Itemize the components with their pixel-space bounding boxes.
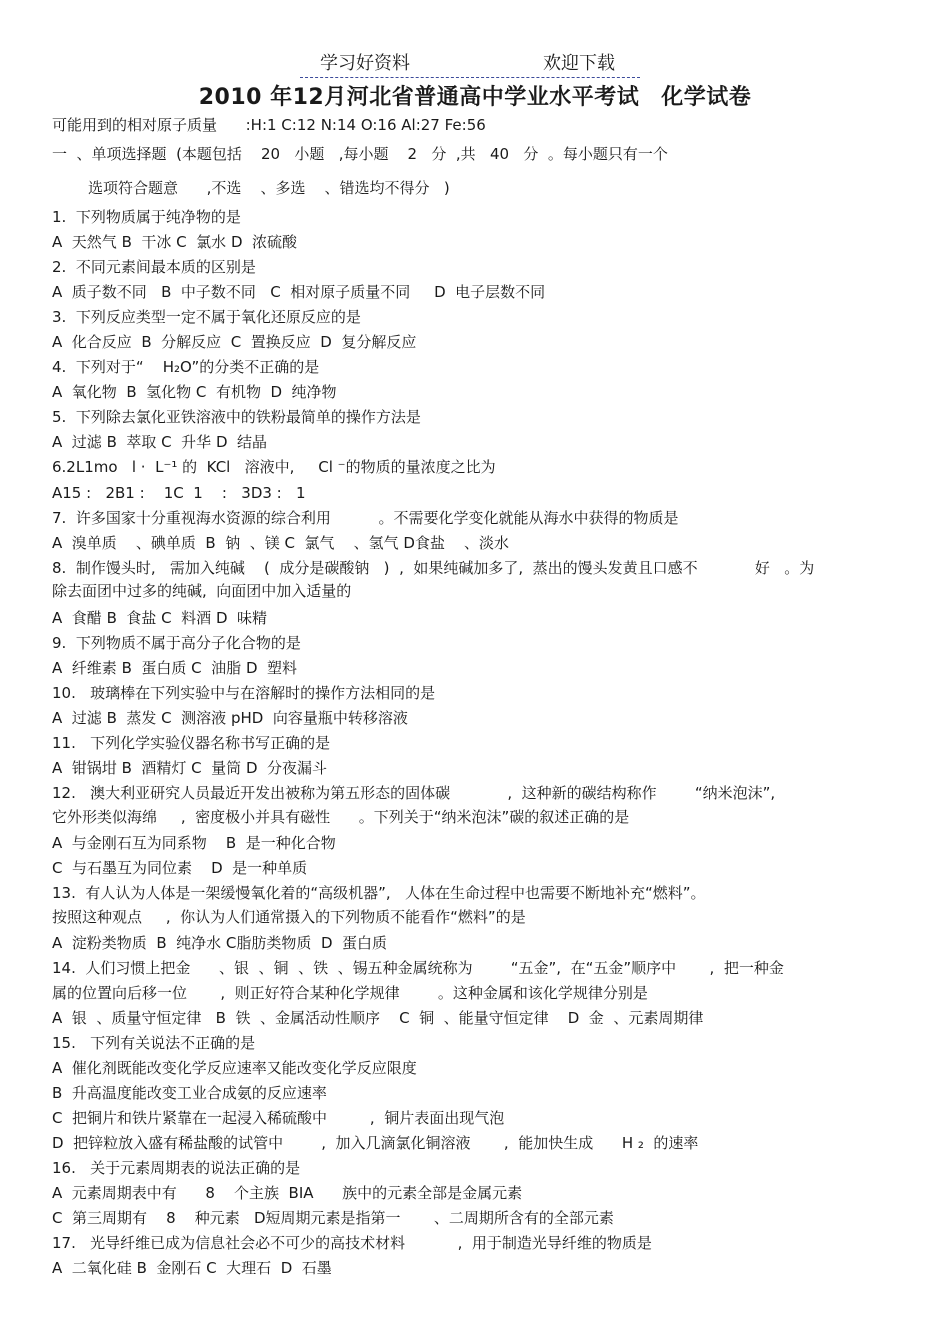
- question-15-option-c: C 把铜片和铁片紧靠在一起浸入稀硫酸中 , 铜片表面出现气泡: [52, 1109, 505, 1127]
- question-8-cont: 除去面团中过多的纯碱, 向面团中加入适量的: [52, 582, 352, 600]
- question-12-options-ab: A 与金刚石互为同系物 B 是一种化合物: [52, 834, 336, 852]
- question-15-option-b: B 升高温度能改变工业合成氨的反应速率: [52, 1084, 327, 1102]
- section-heading: 一 、单项选择题 (本题包括 20 小题 ,每小题 2 分 ,共 40 分 。每小题只有一个: [52, 145, 668, 163]
- question-3: 3. 下列反应类型一定不属于氧化还原反应的是: [52, 308, 361, 326]
- exam-title-subject: 化学试卷: [661, 85, 752, 110]
- question-1-options: A 天然气 B 干冰 C 氯水 D 浓硫酸: [52, 233, 298, 251]
- question-13: 13. 有人认为人体是一架缓慢氧化着的“高级机器”, 人体在生命过程中也需要不断地补充“燃料”。: [52, 884, 706, 902]
- exam-title: [0, 80, 950, 111]
- question-6-options: A15 : 2B1 : 1C 1 : 3D3 : 1: [52, 484, 306, 502]
- page-header: [300, 49, 640, 78]
- question-7-options: A 溴单质 、碘单质 B 钠 、镁 C 氯气 、氢气 D食盐 、淡水: [52, 534, 510, 552]
- question-16-options-ab: A 元素周期表中有 8 个主族 BIA 族中的元素全部是金属元素: [52, 1184, 523, 1202]
- question-10-options: A 过滤 B 蒸发 C 测溶液 pHD 向容量瓶中转移溶液: [52, 709, 408, 727]
- question-14-cont: 属的位置向后移一位 , 则正好符合某种化学规律 。这种金属和该化学规律分别是: [52, 984, 648, 1002]
- question-3-options: A 化合反应 B 分解反应 C 置换反应 D 复分解反应: [52, 333, 417, 351]
- question-12-cont: 它外形类似海绵 , 密度极小并具有磁性 。下列关于“纳米泡沫”碳的叙述正确的是: [52, 808, 630, 826]
- question-15-option-d: D 把锌粒放入盛有稀盐酸的试管中 , 加入几滴氯化铜溶液 , 能加快生成 H ₂ 的速率: [52, 1134, 699, 1152]
- question-5: 5. 下列除去氯化亚铁溶液中的铁粉最简单的操作方法是: [52, 408, 421, 426]
- header-right-text: 欢迎下载: [543, 53, 615, 74]
- question-15-option-a: A 催化剂既能改变化学反应速率又能改变化学反应限度: [52, 1059, 417, 1077]
- question-11-options: A 钳锅坩 B 酒精灯 C 量筒 D 分夜漏斗: [52, 759, 328, 777]
- question-8-options: A 食醋 B 食盐 C 料酒 D 味精: [52, 609, 268, 627]
- question-15: 15. 下列有关说法不正确的是: [52, 1034, 256, 1052]
- question-17-options: A 二氧化硅 B 金刚石 C 大理石 D 石墨: [52, 1259, 332, 1277]
- question-16: 16. 关于元素周期表的说法正确的是: [52, 1159, 301, 1177]
- question-1: 1. 下列物质属于纯净物的是: [52, 208, 241, 226]
- question-14-options: A 银 、质量守恒定律 B 铁 、金属活动性顺序 C 铜 、能量守恒定律 D 金 、元素周期律: [52, 1009, 704, 1027]
- question-11: 11. 下列化学实验仪器名称书写正确的是: [52, 734, 331, 752]
- question-12-options-cd: C 与石墨互为同位素 D 是一种单质: [52, 859, 308, 877]
- question-6: 6.2L1mo l · L⁻¹ 的 KCl 溶液中, Cl ⁻的物质的量浓度之比为: [52, 458, 496, 476]
- question-12: 12. 澳大利亚研究人员最近开发出被称为第五形态的固体碳 , 这种新的碳结构称作 “纳米泡沫”,: [52, 784, 776, 802]
- question-8: 8. 制作馒头时, 需加入纯碱 ( 成分是碳酸钠 ) , 如果纯碱加多了, 蒸出的馒头发黄且口感不 好 。为: [52, 559, 815, 577]
- question-2-options: A 质子数不同 B 中子数不同 C 相对原子质量不同 D 电子层数不同: [52, 283, 546, 301]
- question-4-options: A 氧化物 B 氢化物 C 有机物 D 纯净物: [52, 383, 337, 401]
- section-heading-cont: 选项符合题意 ,不选 、多选 、错选均不得分 ): [88, 179, 450, 197]
- exam-title-main: 2010 年12月河北省普通高中学业水平考试: [198, 85, 640, 110]
- question-14: 14. 人们习惯上把金 、银 、铜 、铁 、锡五种金属统称为 “五金”, 在“五金”顺序中 , 把一种金: [52, 959, 784, 977]
- question-9-options: A 纤维素 B 蛋白质 C 油脂 D 塑料: [52, 659, 298, 677]
- question-7: 7. 许多国家十分重视海水资源的综合利用 。不需要化学变化就能从海水中获得的物质是: [52, 509, 679, 527]
- question-2: 2. 不同元素间最本质的区别是: [52, 258, 256, 276]
- question-4: 4. 下列对于“ H₂O”的分类不正确的是: [52, 358, 320, 376]
- question-13-options: A 淀粉类物质 B 纯净水 C脂肪类物质 D 蛋白质: [52, 934, 388, 952]
- question-17: 17. 光导纤维已成为信息社会必不可少的高技术材料 , 用于制造光导纤维的物质是: [52, 1234, 652, 1252]
- question-9: 9. 下列物质不属于高分子化合物的是: [52, 634, 301, 652]
- atomic-mass-line: 可能用到的相对原子质量 :H:1 C:12 N:14 O:16 Al:27 Fe:56: [52, 116, 486, 134]
- question-5-options: A 过滤 B 萃取 C 升华 D 结晶: [52, 433, 268, 451]
- header-left-text: 学习好资料: [320, 53, 410, 74]
- question-16-options-cd: C 第三周期有 8 种元素 D短周期元素是指第一 、二周期所含有的全部元素: [52, 1209, 614, 1227]
- question-10: 10. 玻璃棒在下列实验中与在溶解时的操作方法相同的是: [52, 684, 436, 702]
- question-13-cont: 按照这种观点 , 你认为人们通常摄入的下列物质不能看作“燃料”的是: [52, 908, 526, 926]
